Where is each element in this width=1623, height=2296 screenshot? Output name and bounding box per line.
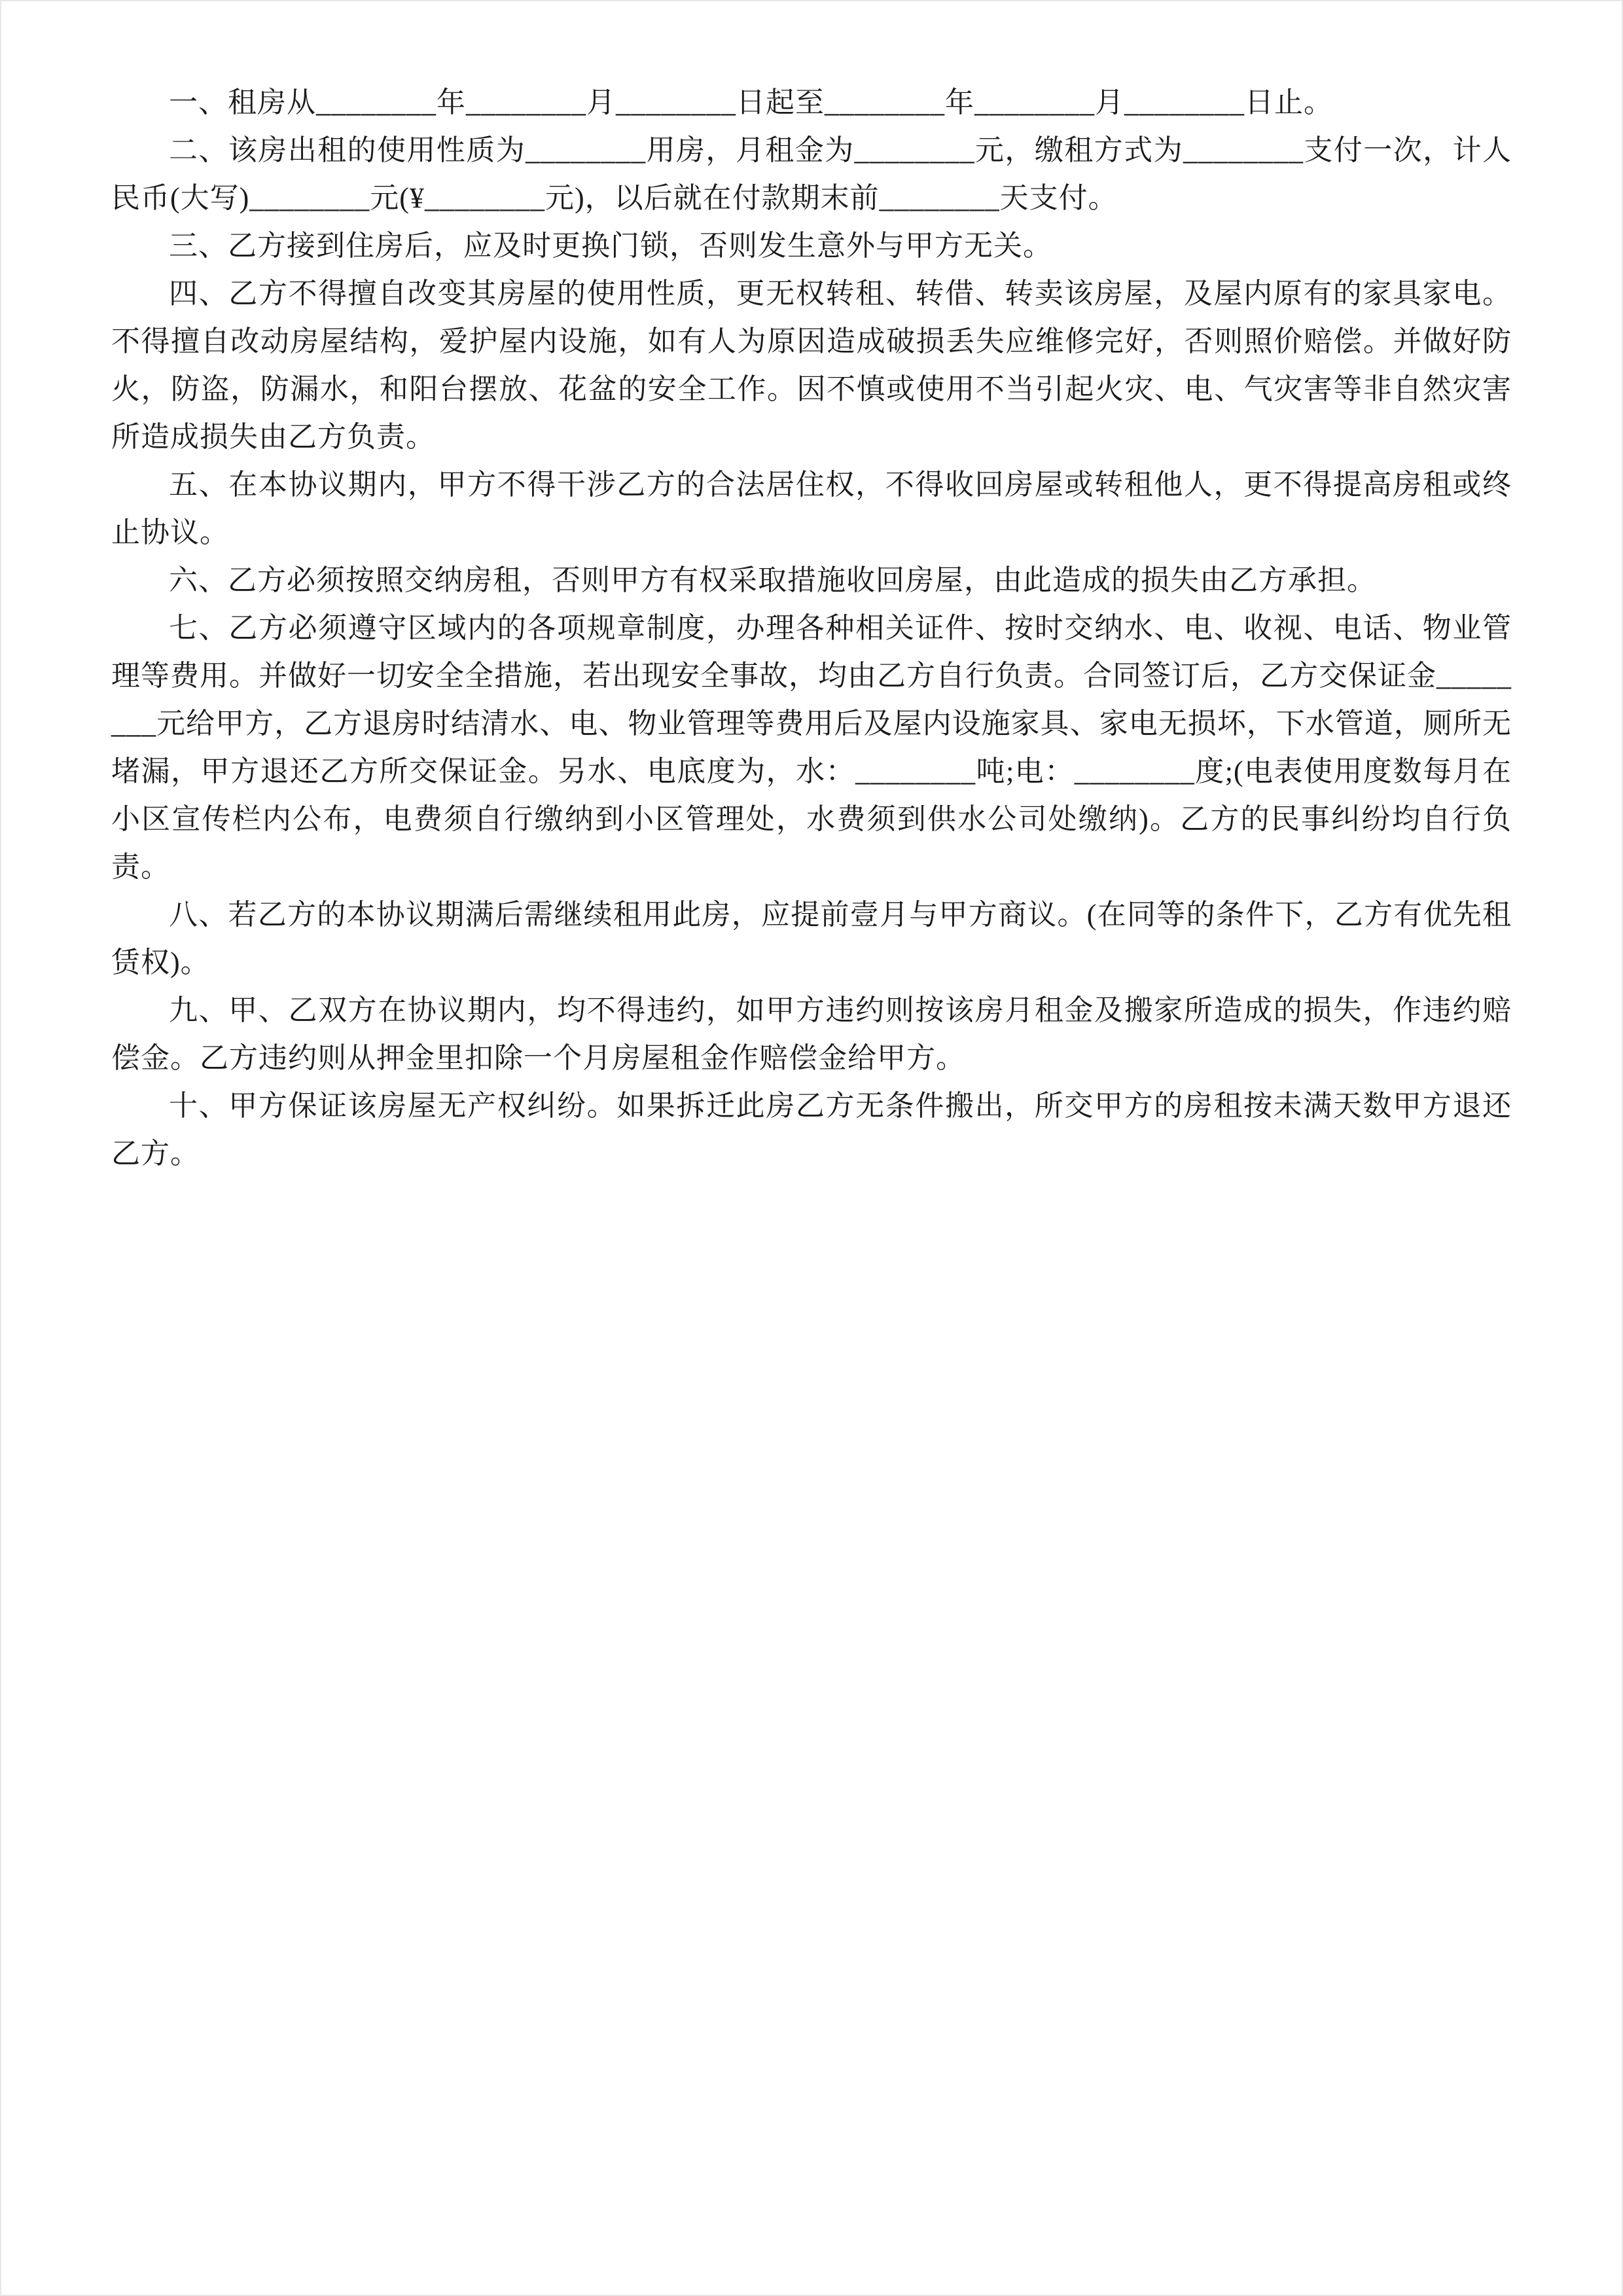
clause-paragraph: 一、租房从________年________月________日起至________年________月________日止。	[169, 86, 1333, 118]
clause-paragraph: 三、乙方接到住房后，应及时更换门锁，否则发生意外与甲方无关。	[169, 230, 1052, 262]
clause-paragraph: 六、乙方必须按照交纳房租，否则甲方有权采取措施收回房屋，由此造成的损失由乙方承担。	[169, 564, 1376, 596]
clause-paragraph: 八、若乙方的本协议期满后需继续租用此房，应提前壹月与甲方商议。(在同等的条件下，乙方有优先租赁权)。	[111, 899, 1512, 978]
clause-paragraph: 二、该房出租的使用性质为________用房，月租金为________元，缴租方式为________支付一次，计人民币(大写)________元(¥________元)，以后就在付款期末前________天支付。	[111, 134, 1512, 214]
clause-paragraph: 五、在本协议期内，甲方不得干涉乙方的合法居住权，不得收回房屋或转租他人，更不得提高房租或终止协议。	[111, 469, 1512, 548]
clause-paragraph: 四、乙方不得擅自改变其房屋的使用性质，更无权转租、转借、转卖该房屋，及屋内原有的家具家电。不得擅自改动房屋结构，爱护屋内设施，如有人为原因造成破损丢失应维修完好，否则照价赔偿。并做好防火，防盗，防漏水，和阳台摆放、花盆的安全工作。因不慎或使用不当引起火灾、电、气灾害等非自然灾害所造成损失由乙方负责。	[111, 278, 1512, 453]
clause-paragraph: 九、甲、乙双方在协议期内，均不得违约，如甲方违约则按该房月租金及搬家所造成的损失，作违约赔偿金。乙方违约则从押金里扣除一个月房屋租金作赔偿金给甲方。	[111, 994, 1512, 1074]
clause-paragraph: 七、乙方必须遵守区域内的各项规章制度，办理各种相关证件、按时交纳水、电、收视、电话、物业管理等费用。并做好一切安全全措施，若出现安全事故，均由乙方自行负责。合同签订后，乙方交保证金________元给甲方，乙方退房时结清水、电、物业管理等费用后及屋内设施家具、家电无损坏，下水管道，厕所无堵漏，甲方退还乙方所交保证金。另水、电底度为，水：________吨;电：________度;(电表使用度数每月在小区宣传栏内公布，电费须自行缴纳到小区管理处，水费须到供水公司处缴纳)。乙方的民事纠纷均自行负责。	[111, 612, 1512, 883]
document-body	[1, 1, 1622, 1177]
clause-paragraph: 十、甲方保证该房屋无产权纠纷。如果拆迁此房乙方无条件搬出，所交甲方的房租按未满天数甲方退还乙方。	[111, 1090, 1512, 1170]
